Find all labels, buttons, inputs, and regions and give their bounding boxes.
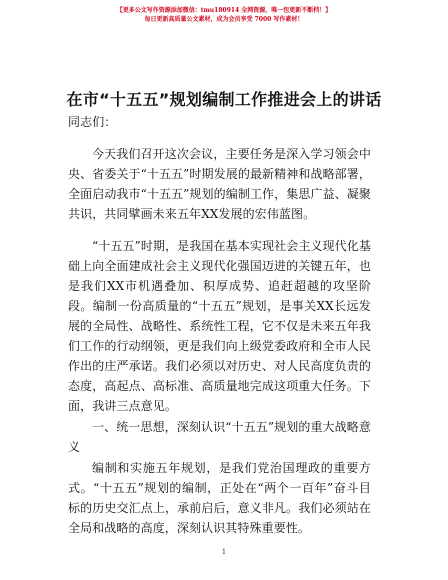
- banner-line-2: 每日更新高质量公文素材，成为会员享受 7000 写作素材！: [144, 16, 304, 23]
- paragraph-1: 今天我们召开这次会议，主要任务是深入学习领会中央、省委关于“十五五”时期发展的最新精神和战略部署，全面启动我市“十五五”规划的编制工作，集思广益、凝聚共识，共同擘画未来五年XX发展的宏伟蓝图。: [68, 147, 371, 221]
- banner-line-1: 【更多公文写作资源添加微信：tmu180914 全网资源，唯一包更新不断档！】: [116, 7, 332, 14]
- paragraph-3: 编制和实施五年规划，是我们党治国理政的重要方式。“十五五”规划的编制，正处在“两个一百年”奋斗目标的历史交汇点上，承前启后，意义非凡。我们必须站在全局和战略的高度，深刻认识其特殊重要性。: [68, 461, 371, 535]
- promo-banner: [0, 6, 448, 24]
- document-title: 在市“十五五”规划编制工作推进会上的讲话: [66, 90, 382, 109]
- salutation: 同志们：: [68, 115, 117, 129]
- paragraph-2: “十五五”时期，是我国在基本实现社会主义现代化基础上向全面建成社会主义现代化强国迈进的关键五年，也是我们XX市机遇叠加、积厚成势、追赶超越的攻坚阶段。编制一份高质量的“十五五”规划，是事关XX长远发展的全局性、战略性、系统性工程，它不仅是未来五年我们工作的行动纲领，更是我们向上级党委政府和全市人民作出的庄严承诺。我们必须以对历史、对人民高度负责的态度，高起点、高标准、高质量地完成这项重大任务。下面，我讲三点意见。: [68, 239, 371, 413]
- document-body: [68, 112, 371, 538]
- section-heading-1: 一、统一思想，深刻认识“十五五”规划的重大战略意义: [68, 420, 371, 454]
- page-number: 1: [221, 548, 227, 556]
